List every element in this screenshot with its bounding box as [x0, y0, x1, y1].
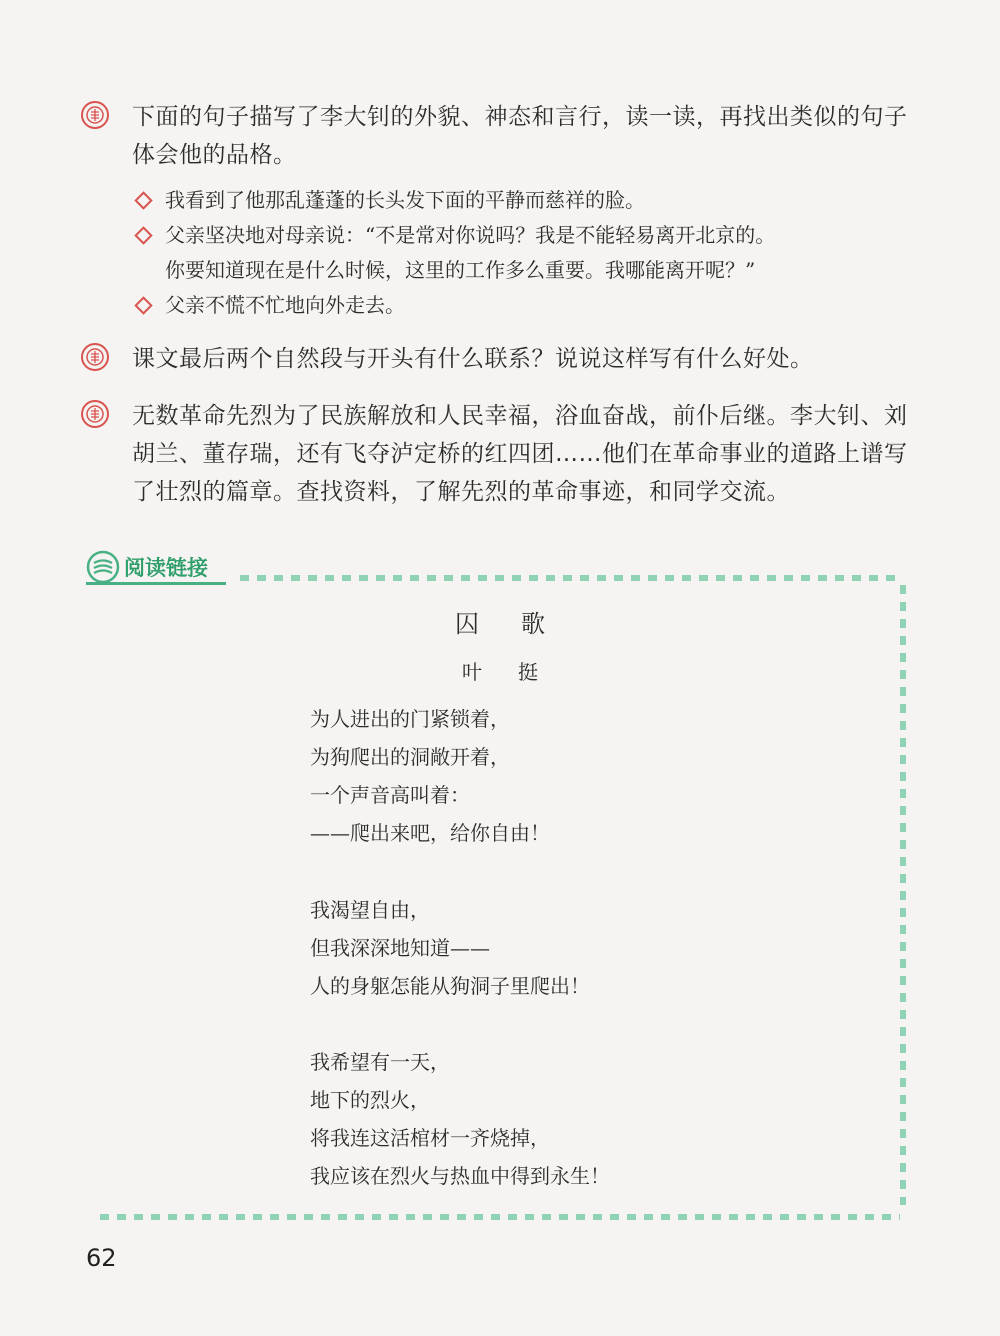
- poem-stanza-1: [310, 700, 550, 852]
- poem-line: 将我连这活棺材一齐烧掉，: [310, 1126, 550, 1150]
- example-sentence: 父亲不慌不忙地向外走去。: [135, 288, 915, 323]
- reading-link-label: 阅读链接: [124, 556, 208, 580]
- poem-line: 为狗爬出的洞敞开着，: [310, 745, 510, 769]
- question-text: 课文最后两个自然段与开头有什么联系？说说这样写有什么好处。: [132, 346, 814, 372]
- poem-line: 我应该在烈火与热血中得到永生！: [310, 1164, 610, 1188]
- poem-line: 但我深深地知道——: [310, 936, 490, 960]
- page-number: 62: [86, 1244, 117, 1272]
- example-sentence: 父亲坚决地对母亲说：“不是常对你说吗？我是不能轻易离开北京的。 你要知道现在是什么时候，这里的工作多么重要。我哪能离开呢？”: [135, 218, 915, 288]
- poem-author: 叶挺: [462, 660, 574, 684]
- example-sentence: 我看到了他那乱蓬蓬的长头发下面的平静而慈祥的脸。: [135, 183, 915, 218]
- poem-line: ——爬出来吧，给你自由！: [310, 821, 550, 845]
- poem-line: 我希望有一天，: [310, 1050, 450, 1074]
- poem-line: 我渴望自由，: [310, 898, 430, 922]
- poem-title: 囚歌: [455, 610, 587, 638]
- poem-line: 为人进出的门紧锁着，: [310, 707, 510, 731]
- poem-line: 地下的烈火，: [310, 1088, 430, 1112]
- question-text: 无数革命先烈为了民族解放和人民幸福，浴血奋战，前仆后继。李大钊、刘胡兰、董存瑞，还有飞夺泸定桥的红四团……他们在革命事业的道路上谱写了壮烈的篇章。查找资料，了解先烈的革命事迹，和同学交流。: [132, 403, 908, 505]
- poem-line: 一个声音高叫着：: [310, 783, 470, 807]
- poem-stanza-3: [310, 1043, 610, 1195]
- poem-stanza-2: [310, 891, 590, 1005]
- poem-line: 人的身躯怎能从狗洞子里爬出！: [310, 974, 590, 998]
- question-text: 下面的句子描写了李大钊的外貌、神态和言行，读一读，再找出类似的句子体会他的品格。: [132, 104, 908, 168]
